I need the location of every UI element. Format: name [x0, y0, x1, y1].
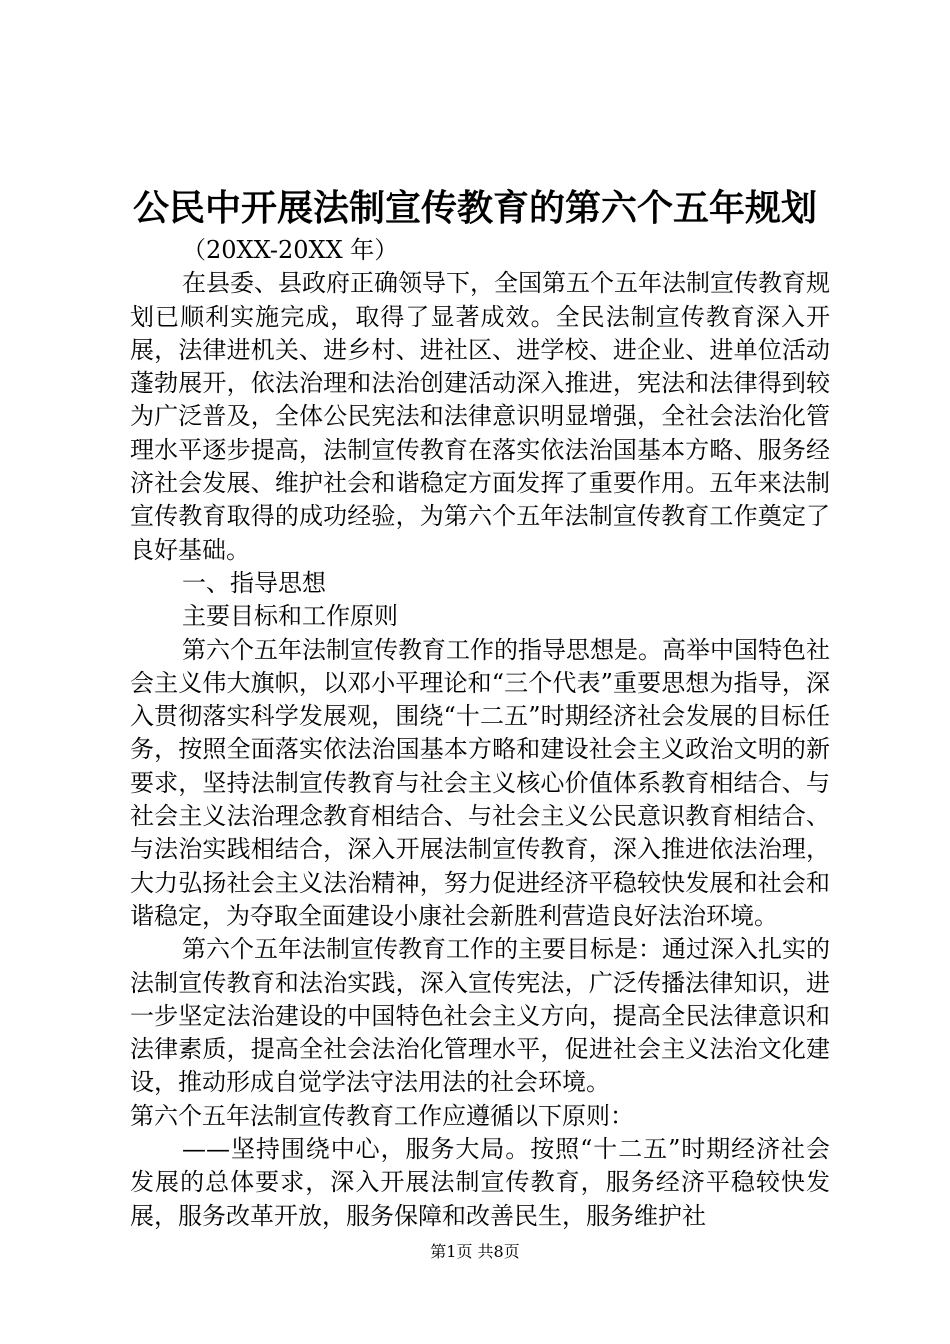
document-title: 公民中开展法制宣传教育的第六个五年规划: [132, 187, 817, 229]
section-subheading: 主要目标和工作原则: [182, 602, 398, 631]
date-range-line: （20XX-20XX 年）: [182, 236, 399, 264]
guiding-thought-paragraph: 第六个五年法制宣传教育工作的指导思想是。高举中国特色社会主义伟大旗帜，以邓小平理论和“三个代表”重要思想为指导，深入贯彻落实科学发展观，围绕“十二五”时期经济社会发展的目标任务，按照全面落实依法治国基本方略和建设社会主义政治文明的新要求，坚持法制宣传教育与社会主义核心价值体系教育相结合、与社会主义法治理念教育相结合、与社会主义公民意识教育相结合、与法治实践相结合，深入开展法制宣传教育，深入推进依法治理，大力弘扬社会主义法治精神，努力促进经济平稳较快发展和社会和谐稳定，为夺取全面建设小康社会新胜利营造良好法治环境。: [130, 635, 830, 930]
main-goal-paragraph: 第六个五年法制宣传教育工作的主要目标是：通过深入扎实的法制宣传教育和法治实践，深入宣传宪法，广泛传播法律知识，进一步坚定法治建设的中国特色社会主义方向，提高全民法律意识和法律素质，提高全社会法治化管理水平，促进社会主义法治文化建设，推动形成自觉学法守法用法的社会环境。: [130, 935, 830, 1097]
principle-paragraph: ——坚持围绕中心，服务大局。按照“十二五”时期经济社会发展的总体要求，深入开展法制宣传教育，服务经济平稳较快发展，服务改革开放，服务保障和改善民生，服务维护社: [130, 1135, 830, 1230]
intro-paragraph: 在县委、县政府正确领导下，全国第五个五年法制宣传教育规划已顺利实施完成，取得了显著成效。全民法制宣传教育深入开展，法律进机关、进乡村、进社区、进学校、进企业、进单位活动蓬勃展开，依法治理和法治创建活动深入推进，宪法和法律得到较为广泛普及，全体公民宪法和法律意识明显增强，全社会法治化管理水平逐步提高，法制宣传教育在落实依法治国基本方略、服务经济社会发展、维护社会和谐稳定方面发挥了重要作用。五年来法制宣传教育取得的成功经验，为第六个五年法制宣传教育工作奠定了良好基础。: [130, 269, 830, 564]
section-heading: 一、指导思想: [182, 568, 326, 597]
page-footer: 第1页 共8页: [430, 1242, 520, 1261]
principles-intro-line: 第六个五年法制宣传教育工作应遵循以下原则：: [130, 1101, 634, 1130]
document-body: [130, 234, 830, 1233]
